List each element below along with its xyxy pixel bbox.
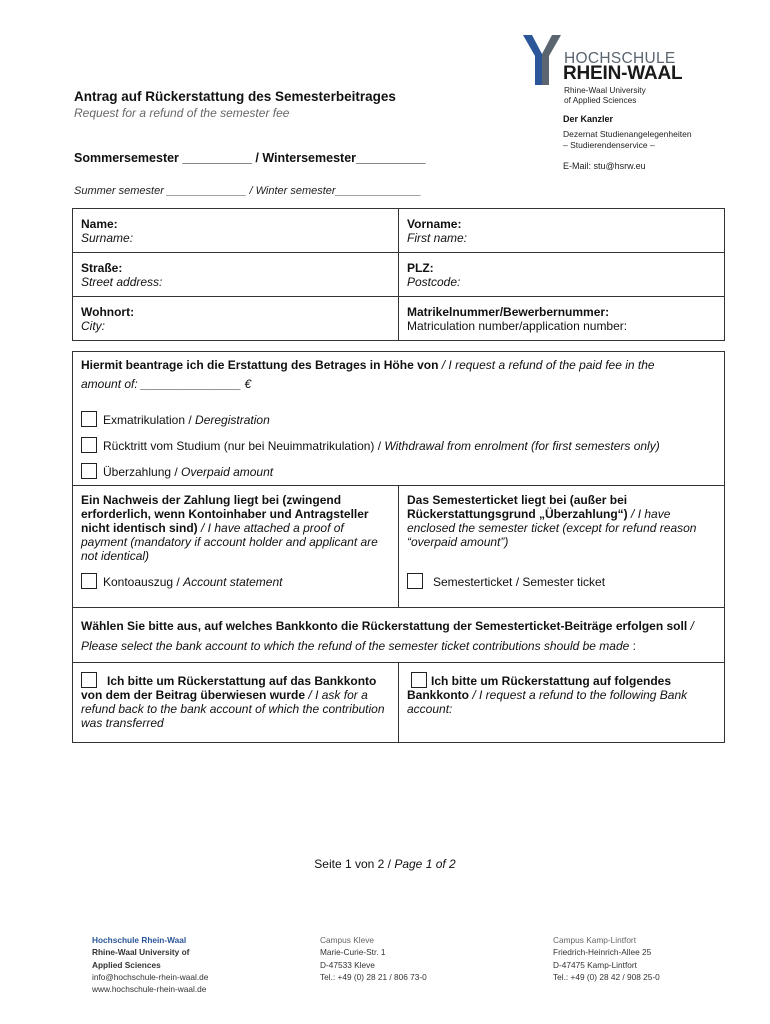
contact-email: E-Mail: stu@hsrw.eu bbox=[563, 161, 646, 171]
footer-email-link[interactable]: info@hochschule-rhein-waal.de bbox=[92, 971, 209, 982]
footer-university: Hochschule Rhein-Waal Rhine-Waal University of Applied Sciences info@hochschule-rhein-waal.de www.hochschule-rhein-waal.de bbox=[92, 935, 209, 995]
personal-data-table bbox=[72, 208, 725, 341]
logo-wordmark-main: RHEIN-WAAL bbox=[563, 63, 683, 84]
logo-wordmark-top: HOCHSCHULE bbox=[564, 50, 676, 67]
refund-amount-field[interactable]: amount of: _______________ € bbox=[81, 377, 252, 391]
footer-campus-kamp-lintfort: Campus Kamp-Lintfort Friedrich-Heinrich-Allee 25 D-47475 Kamp-Lintfort Tel.: +49 (0) 28 42 / 908 25-0 bbox=[553, 935, 660, 982]
option-overpaid[interactable]: Überzahlung / Overpaid amount bbox=[81, 463, 716, 479]
refund-original-account-option[interactable]: Ich bitte um Rückerstattung auf das Bankkonto von dem der Beitrag überwiesen wurde / I ask for a refund back to the bank account of which the contribution was transferred bbox=[73, 663, 399, 743]
payment-proof-section: Ein Nachweis der Zahlung liegt bei (zwingend erforderlich, wenn Kontoinhaber und Antragsteller nicht identisch sind) / I have attached a proof of payment (mandatory if account holder and applicant are not identical) Kontoauszug / Account statement bbox=[73, 486, 399, 608]
original-account-checkbox[interactable] bbox=[81, 672, 97, 688]
account-statement-option[interactable]: Kontoauszug / Account statement bbox=[81, 573, 390, 589]
form-subtitle: Request for a refund of the semester fee bbox=[74, 106, 290, 120]
semester-ticket-option[interactable]: Semesterticket / Semester ticket bbox=[407, 573, 716, 589]
matriculation-number-field[interactable]: Matrikelnummer/Bewerbernummer: Matriculation number/application number: bbox=[399, 297, 725, 341]
option-withdrawal[interactable]: Rücktritt vom Studium (nur bei Neuimmatrikulation) / Withdrawal from enrolment (for first semesters only) bbox=[81, 437, 716, 453]
other-account-checkbox[interactable] bbox=[411, 672, 427, 688]
form-title: Antrag auf Rückerstattung des Semesterbeitrages bbox=[74, 89, 396, 104]
surname-field[interactable]: Name: Surname: bbox=[73, 209, 399, 253]
postcode-field[interactable]: PLZ: Postcode: bbox=[399, 253, 725, 297]
semester-field-en: Summer semester _____________ / Winter semester______________ bbox=[74, 185, 422, 197]
first-name-field[interactable]: Vorname: First name: bbox=[399, 209, 725, 253]
account-statement-checkbox[interactable] bbox=[81, 573, 97, 589]
semester-ticket-section: Das Semesterticket liegt bei (außer bei Rückerstattungsgrund „Überzahlung“) / I have enclosed the semester ticket (except for refund reason “overpaid amount”) Semesterticket / Semester ticket bbox=[399, 486, 725, 608]
option-deregistration[interactable]: Exmatrikulation / Deregistration bbox=[81, 411, 716, 427]
overpaid-checkbox[interactable] bbox=[81, 463, 97, 479]
logo-subtitle: Rhine-Waal University of Applied Sciences bbox=[564, 85, 646, 105]
page-number: Seite 1 von 2 / Page 1 of 2 bbox=[314, 857, 456, 871]
street-field[interactable]: Straße: Street address: bbox=[73, 253, 399, 297]
refund-table bbox=[72, 351, 725, 743]
semester-field[interactable]: Sommersemester __________ / Wintersemester__________ bbox=[74, 151, 426, 165]
contact-department: Dezernat Studienangelegenheiten – Studierendenservice – bbox=[563, 129, 692, 150]
contact-role: Der Kanzler bbox=[563, 114, 614, 124]
footer-campus-kleve: Campus Kleve Marie-Curie-Str. 1 D-47533 Kleve Tel.: +49 (0) 28 21 / 806 73-0 bbox=[320, 935, 427, 982]
semester-ticket-checkbox[interactable] bbox=[407, 573, 423, 589]
refund-reason-section: Hiermit beantrage ich die Erstattung des Betrages in Höhe von / I request a refund of the paid fee in the amount of: _______________ € Exmatrikulation / Deregistration Rücktritt vom Studium (nur bei Neuimmatrikulation) / Withdrawal from enrolment (for first semesters only) Überzahlung / Overpaid amount bbox=[73, 352, 725, 486]
refund-other-account-option[interactable]: Ich bitte um Rückerstattung auf folgendes Bankkonto / I request a refund to the following Bank account: bbox=[399, 663, 725, 743]
university-logo-icon bbox=[522, 34, 562, 86]
footer-website-link[interactable]: www.hochschule-rhein-waal.de bbox=[92, 984, 207, 995]
deregistration-checkbox[interactable] bbox=[81, 411, 97, 427]
withdrawal-checkbox[interactable] bbox=[81, 437, 97, 453]
bank-account-question: Wählen Sie bitte aus, auf welches Bankkonto die Rückerstattung der Semesterticket-Beiträge erfolgen soll / Please select the bank account to which the refund of the semester ticket contributions should be made : bbox=[73, 608, 725, 663]
city-field[interactable]: Wohnort: City: bbox=[73, 297, 399, 341]
